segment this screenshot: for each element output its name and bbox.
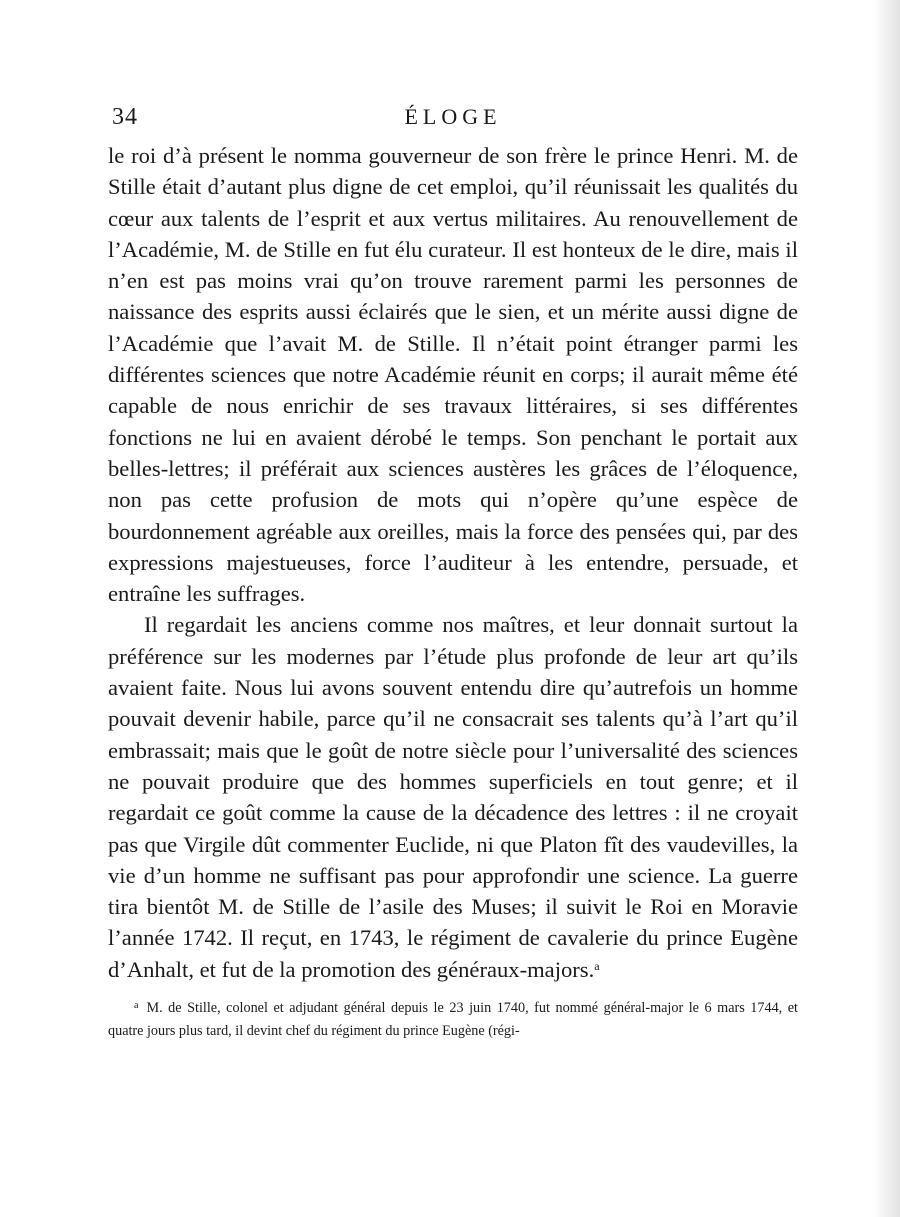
- book-page: [108, 100, 798, 1043]
- paragraph-2-text: Il regardait les anciens comme nos maîtres, et leur donnait surtout la préférence sur les modernes par l’étude plus profonde de leur art qu’ils avaient faite. Nous lui avons souvent entendu dire qu’autrefois un homme pouvait devenir habile, parce qu’il ne consacrait ses talents qu’à l’art qu’il embrassait; mais que le goût de notre siècle pour l’universalité des sciences ne pouvait produire que des hommes superficiels en tout genre; et il regardait ce goût comme la cause de la décadence des lettres : il ne croyait pas que Virgile dût commenter Euclide, ni que Platon fît des vaudevilles, la vie d’un homme ne suffisant pas pour approfondir une science. La guerre tira bientôt M. de Stille de l’asile des Muses; il suivit le Roi en Moravie l’année 1742. Il reçut, en 1743, le régiment de cavalerie du prince Eugène d’Anhalt, et fut de la promotion des généraux-majors.: [108, 612, 798, 982]
- running-head: [108, 100, 798, 140]
- footnote-marker: a: [134, 1000, 139, 1012]
- paragraph-2: [108, 609, 798, 985]
- paragraph-1: le roi d’à présent le nomma gouverneur de son frère le prince Henri. M. de Stille était d’autant plus digne de cet emploi, qu’il réunissait les qualités du cœur aux talents de l’esprit et aux vertus militaires. Au renouvellement de l’Académie, M. de Stille en fut élu curateur. Il est honteux de le dire, mais il n’en est pas moins vrai qu’on trouve rarement parmi les personnes de naissance des esprits aussi éclairés que le sien, et un mérite aussi digne de l’Académie que l’avait M. de Stille. Il n’était point étranger parmi les différentes sciences que notre Académie réunit en corps; il aurait même été capable de nous enrichir de ses travaux littéraires, si ses différentes fonctions ne lui en avaient dérobé le temps. Son penchant le portait aux belles-lettres; il préférait aux sciences austères les grâces de l’éloquence, non pas cette profusion de mots qui n’opère qu’une espèce de bourdonnement agréable aux oreilles, mais la force des pensées qui, par des expressions majestueuses, force l’auditeur à les entendre, persuade, et entraîne les suffrages.: [108, 143, 798, 607]
- footnote: [108, 997, 798, 1043]
- running-title: ÉLOGE: [404, 104, 502, 129]
- footnote-paragraph: [108, 997, 798, 1043]
- page-edge-shadow: [874, 0, 900, 1217]
- page-number: 34: [112, 104, 138, 130]
- body-text: [108, 140, 798, 985]
- footnote-text: M. de Stille, colonel et adjudant général depuis le 23 juin 1740, fut nommé général-major le 6 mars 1744, et quatre jours plus tard, il devint chef du régiment du prince Eugène (régi-: [108, 1000, 798, 1040]
- footnote-reference: a: [594, 958, 600, 973]
